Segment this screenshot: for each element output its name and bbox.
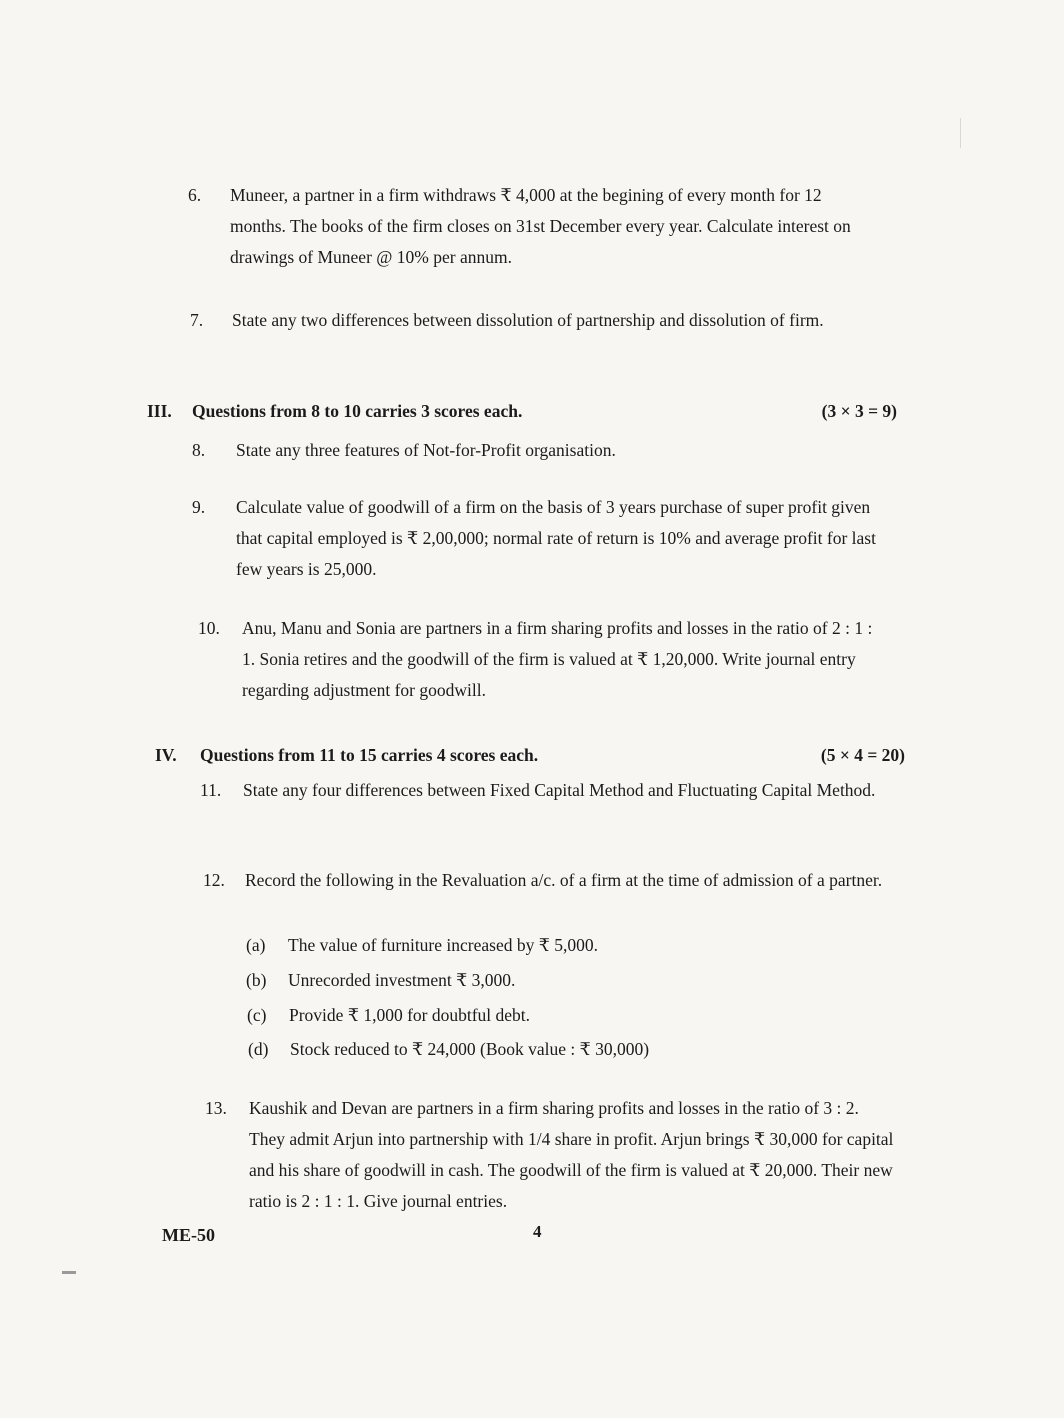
question-number: 7.: [190, 310, 204, 330]
sub-item-label: (d): [248, 1039, 269, 1059]
question-text: Kaushik and Devan are partners in a firm sharing profits and losses in the ratio of 3 : 2. They admit Arjun into partnership with 1/4 share in profit. Arjun brings ₹ 30,000 for capital and his share of goodwill in cash. The goodwill of the firm is valued at ₹ 20,000. Their new ratio is 2 : 1 : 1. Give journal entries.: [249, 1098, 894, 1211]
question-number: 8.: [192, 440, 206, 460]
question-number: 6.: [188, 185, 202, 205]
question-text: State any four differences between Fixed Capital Method and Fluctuating Capital Method.: [243, 780, 876, 800]
question-text: Calculate value of goodwill of a firm on the basis of 3 years purchase of super profit given that capital employed is ₹ 2,00,000; normal rate of return is 10% and average profit for last few years is 25,000.: [236, 497, 876, 579]
scan-mark: [960, 118, 961, 148]
sub-item-text: Provide ₹ 1,000 for doubtful debt.: [289, 1005, 531, 1025]
sub-item-label: (b): [246, 970, 267, 990]
question-11: [200, 775, 890, 806]
section-4-header: [155, 745, 915, 769]
question-6: [188, 180, 878, 273]
sub-item-text: Unrecorded investment ₹ 3,000.: [288, 970, 516, 990]
section-heading: Questions from 11 to 15 carries 4 scores each.: [200, 745, 539, 765]
question-text: Record the following in the Revaluation a/c. of a firm at the time of admission of a partner.: [245, 870, 883, 890]
section-heading: Questions from 8 to 10 carries 3 scores each.: [192, 401, 523, 421]
question-text: Anu, Manu and Sonia are partners in a firm sharing profits and losses in the ratio of 2 : 1 : 1. Sonia retires and the goodwill of the firm is valued at ₹ 1,20,000. Write journal entry regarding adjustment for goodwill.: [242, 618, 873, 700]
section-roman-numeral: III.: [147, 401, 172, 421]
sub-item-label: (a): [246, 935, 266, 955]
question-number: 9.: [192, 497, 206, 517]
section-marks: (5 × 4 = 20): [820, 745, 905, 765]
question-number: 10.: [198, 618, 220, 638]
sub-item-label: (c): [247, 1005, 267, 1025]
section-marks: (3 × 3 = 9): [821, 401, 897, 421]
question-7: [190, 305, 880, 336]
question-10: [198, 613, 888, 706]
paper-code: ME-50: [162, 1225, 215, 1245]
sub-item-text: The value of furniture increased by ₹ 5,000.: [288, 935, 598, 955]
question-8: [192, 435, 882, 466]
section-roman-numeral: IV.: [155, 745, 177, 765]
question-number: 11.: [200, 780, 222, 800]
question-9: [192, 492, 882, 585]
sub-item-text: Stock reduced to ₹ 24,000 (Book value : ₹ 30,000): [290, 1039, 650, 1059]
question-text: State any two differences between dissolution of partnership and dissolution of firm.: [232, 310, 824, 330]
question-12: [203, 865, 893, 896]
question-number: 13.: [205, 1098, 227, 1118]
question-text: State any three features of Not-for-Profit organisation.: [236, 440, 616, 460]
question-text: Muneer, a partner in a firm withdraws ₹ 4,000 at the begining of every month for 12 months. The books of the firm closes on 31st December every year. Calculate interest on drawings of Muneer @ 10% per annum.: [230, 185, 851, 267]
section-3-header: [147, 401, 907, 425]
scan-mark: [62, 1271, 76, 1274]
question-13: [205, 1093, 895, 1217]
question-number: 12.: [203, 870, 225, 890]
page-number: 4: [533, 1222, 542, 1241]
